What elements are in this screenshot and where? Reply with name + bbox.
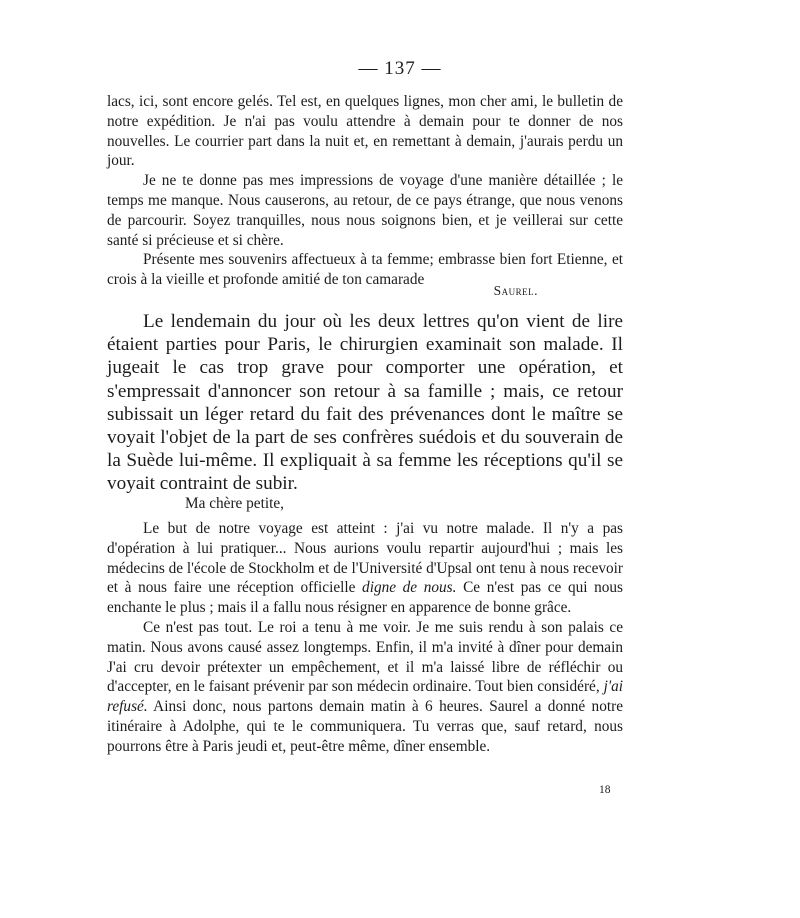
- printer-signature-mark: 18: [599, 784, 611, 796]
- letter-paragraph: Présente mes souvenirs affectueux à ta femme; embrasse bien fort Etienne, et crois à la vieille et profonde amitié de ton camarade: [107, 251, 623, 289]
- letter-signature: Saurel.: [493, 283, 538, 298]
- emphasis-text: digne de nous.: [362, 579, 457, 597]
- narrative-paragraph: Le lendemain du jour où les deux lettres qu'on vient de lire étaient parties pour Paris, le chirurgien examinait son malade. Il jugeait le cas trop grave pour comporter une opération, et s'empressait d'annoncer son retour à sa famille ; mais, ce retour subissait un léger retard du fait des prévenances dont le maître se voyait l'objet de la part de ses confrères suédois et du souverain de la Suède lui-même. Il expliquait à sa femme les réceptions qu'il se voyait contraint de subir.: [107, 311, 623, 495]
- second-letter: [107, 519, 623, 757]
- text-run: Ce n'est pas tout. Le roi a tenu à me voir. Je me suis rendu à son palais ce matin. Nous avons causé assez longtemps. Enfin, il m'a invité à dîner pour demain J'ai cru devoir prétexter un empêchement, et il m'a laissé libre de réfléchir ou d'accepter, en le faisant prévenir par son médecin ordinaire. Tout bien considéré,: [107, 618, 623, 696]
- letter-excerpt: [107, 92, 623, 290]
- text-run: Ainsi donc, nous partons demain matin à 6 heures. Saurel a donné notre itinéraire à Adolphe, qui te le communiquera. Tu verras que, sauf retard, nous pourrons être à Paris jeudi et, peut-être même, dîner ensemble.: [107, 698, 623, 755]
- narrative-text: [107, 310, 623, 496]
- emphasis-text: j'ai refusé.: [107, 678, 623, 716]
- letter-paragraph: lacs, ici, sont encore gelés. Tel est, en quelques lignes, mon cher ami, le bulletin de notre expédition. Je n'ai pas voulu attendre à demain pour te donner de nos nouvelles. Le courrier part dans la nuit et, en remettant à demain, j'aurais perdu un jour.: [107, 93, 623, 170]
- page-number: — 137 —: [358, 58, 442, 79]
- letter-salutation: Ma chère petite,: [185, 495, 284, 512]
- text-run: Ce n'est pas ce qui nous enchante le plus ; mais il a fallu nous résigner en apparence de bonne grâce.: [107, 579, 624, 617]
- letter-paragraph: [107, 519, 623, 618]
- letter-paragraph: [107, 618, 623, 757]
- text-run: Le but de notre voyage est atteint : j'ai vu notre malade. Il n'y a pas d'opération à lui pratiquer... Nous aurions voulu repartir aujourd'hui ; mais les médecins de l'école de Stockholm et de l'Université d'Upsal ont tenu à nous recevoir et à nous faire une réception officielle: [107, 520, 623, 597]
- letter-paragraph: Je ne te donne pas mes impressions de voyage d'une manière détaillée ; le temps me manque. Nous causerons, au retour, de ce pays étrange, que nous venons de parcourir. Soyez tranquilles, nous nous soignons bien, et je veillerai sur cette santé si précieuse et si chère.: [107, 172, 623, 249]
